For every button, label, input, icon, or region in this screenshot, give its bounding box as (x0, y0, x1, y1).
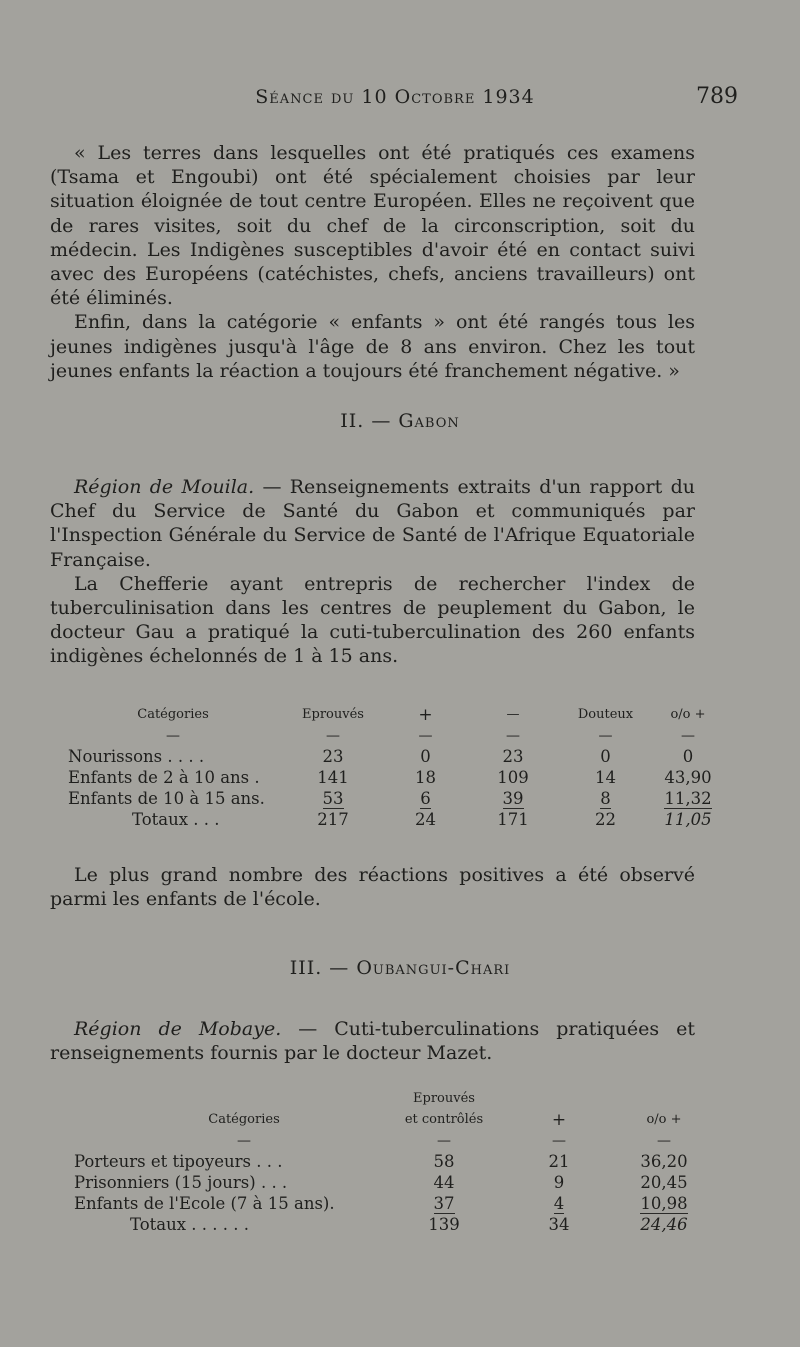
section-2-region: Région de Mouila. (74, 476, 255, 498)
table-row (74, 1172, 724, 1193)
total-pct: 24,46 (640, 1215, 688, 1234)
dash: — (166, 727, 180, 744)
running-header (50, 86, 740, 118)
section-3-paragraph-1 (50, 1017, 695, 1065)
section-3-paragraph-1-text: — Cuti-tuberculinations pratiquées et renseignements fournis par le docteur Mazet. (50, 1018, 695, 1065)
total-plus: 24 (415, 810, 436, 829)
dash: — (657, 1132, 671, 1149)
cell-douteux: 14 (595, 768, 616, 787)
cell-plus: 4 (553, 1194, 565, 1213)
gabon-header-eprouves: Eprouvés (302, 707, 364, 722)
dash: — (326, 727, 340, 744)
cell-plus: 18 (415, 768, 436, 787)
total-plus: 34 (548, 1215, 570, 1234)
cell-plus: 9 (553, 1173, 565, 1192)
cell-plus: 21 (548, 1152, 570, 1171)
total-minus: 171 (497, 810, 529, 829)
oubangui-header-pct: o/o + (646, 1112, 682, 1127)
oubangui-header-plus: + (551, 1109, 567, 1130)
oubangui-header-controles: et contrôlés (404, 1112, 484, 1127)
dash: — (237, 1132, 251, 1149)
section-2-conclusion (50, 863, 695, 911)
cell-douteux: 8 (600, 789, 611, 808)
conclusion-paragraph: Le plus grand nombre des réactions positives a été observé parmi les enfants de l'école. (50, 864, 695, 911)
cell-minus: 39 (502, 789, 524, 808)
gabon-header-categories: Catégories (137, 707, 209, 722)
section-2-paragraph-1 (50, 475, 695, 572)
section-3-title: III. — Oubangui-Chari (289, 957, 511, 979)
cell-douteux: 0 (600, 747, 611, 766)
cell-pct: 20,45 (640, 1173, 688, 1192)
dash: — (681, 727, 695, 744)
dash: — (552, 1132, 566, 1149)
section-2-text (50, 475, 695, 669)
oubangui-header-categories: Catégories (208, 1112, 280, 1127)
cell-minus: 109 (497, 768, 529, 787)
table-row (74, 1151, 724, 1172)
intro-quote (50, 141, 695, 383)
total-pct: 11,05 (664, 810, 712, 829)
row-label: Nourissons . . . . (68, 747, 205, 766)
cell-eprouves: 44 (433, 1173, 455, 1192)
dash: — (598, 727, 613, 744)
total-eprouves: 139 (428, 1215, 460, 1234)
page-number: 789 (696, 84, 738, 109)
cell-eprouves: 58 (433, 1152, 455, 1171)
dash: — (418, 727, 433, 744)
cell-eprouves: 37 (433, 1194, 455, 1213)
total-row (74, 1214, 724, 1235)
cell-eprouves: 53 (322, 789, 344, 808)
cell-minus: 23 (502, 747, 524, 766)
dash: — (437, 1132, 451, 1149)
row-label: Prisonniers (15 jours) . . . (74, 1173, 288, 1192)
section-2-title: II. — Gabon (340, 410, 460, 432)
total-label: Totaux . . . . . . (130, 1215, 249, 1234)
section-2-paragraph-2: La Chefferie ayant entrepris de rechercher l'index de tuberculinisation dans les centres de peuplement du Gabon, le docteur Gau a pratiqué la cuti-tuberculination des 260 enfants indigènes échelonnés de 1 à 15 ans. (50, 572, 695, 668)
cell-plus: 6 (420, 789, 431, 808)
total-eprouves: 217 (317, 810, 349, 829)
cell-eprouves: 23 (322, 747, 344, 766)
total-row (68, 809, 728, 830)
section-3-text (50, 1017, 695, 1065)
cell-pct: 11,32 (664, 789, 712, 808)
total-label: Totaux . . . (132, 810, 220, 829)
gabon-table (68, 704, 728, 830)
table-row (68, 746, 728, 767)
row-label: Enfants de 2 à 10 ans . (68, 768, 260, 787)
total-douteux: 22 (595, 810, 616, 829)
table-row (68, 767, 728, 788)
intro-paragraph-2: Enfin, dans la catégorie « enfants » ont été rangés tous les jeunes indigènes jusqu'à l'âge de 8 ans environ. Chez les tout jeunes enfants la réaction a toujours été franchement négative. » (50, 311, 695, 382)
cell-eprouves: 141 (317, 768, 349, 787)
oubangui-header-eprouves: Eprouvés (413, 1091, 475, 1106)
section-2-paragraph-1-text: — Renseignements extraits d'un rapport du Chef du Service de Santé du Gabon et communiqués par l'Inspection Générale du Service de Santé de l'Afrique Equatoriale Française. (50, 476, 695, 571)
cell-pct: 36,20 (640, 1152, 688, 1171)
cell-pct: 10,98 (640, 1194, 688, 1213)
cell-pct: 0 (682, 747, 694, 766)
header-title: Séance du 10 Octobre 1934 (255, 86, 535, 108)
cell-pct: 43,90 (664, 768, 712, 787)
gabon-header-plus: + (418, 704, 433, 725)
table-row (68, 788, 728, 809)
gabon-header-douteux: Douteux (577, 707, 634, 722)
gabon-header-minus: — (506, 707, 520, 722)
section-3-region: Région de Mobaye. (74, 1018, 282, 1040)
cell-plus: 0 (420, 747, 431, 766)
intro-paragraph-1: « Les terres dans lesquelles ont été pratiqués ces examens (Tsama et Engoubi) ont été spécialement choisies par leur situation éloignée de tout centre Européen. Elles ne reçoivent que de rares visites, soit du chef de la circonscription, soit du médecin. Les Indigènes susceptibles d'avoir été en contact suivi avec des Européens (catéchistes, chefs, anciens travailleurs) ont été éliminés. (50, 142, 695, 310)
gabon-header-pct: o/o + (670, 707, 706, 722)
row-label: Enfants de l'Ecole (7 à 15 ans). (74, 1194, 335, 1213)
row-label: Enfants de 10 à 15 ans. (68, 789, 265, 808)
table-row (74, 1193, 724, 1214)
dash: — (506, 727, 520, 744)
row-label: Porteurs et tipoyeurs . . . (74, 1152, 283, 1171)
oubangui-table (74, 1088, 724, 1235)
